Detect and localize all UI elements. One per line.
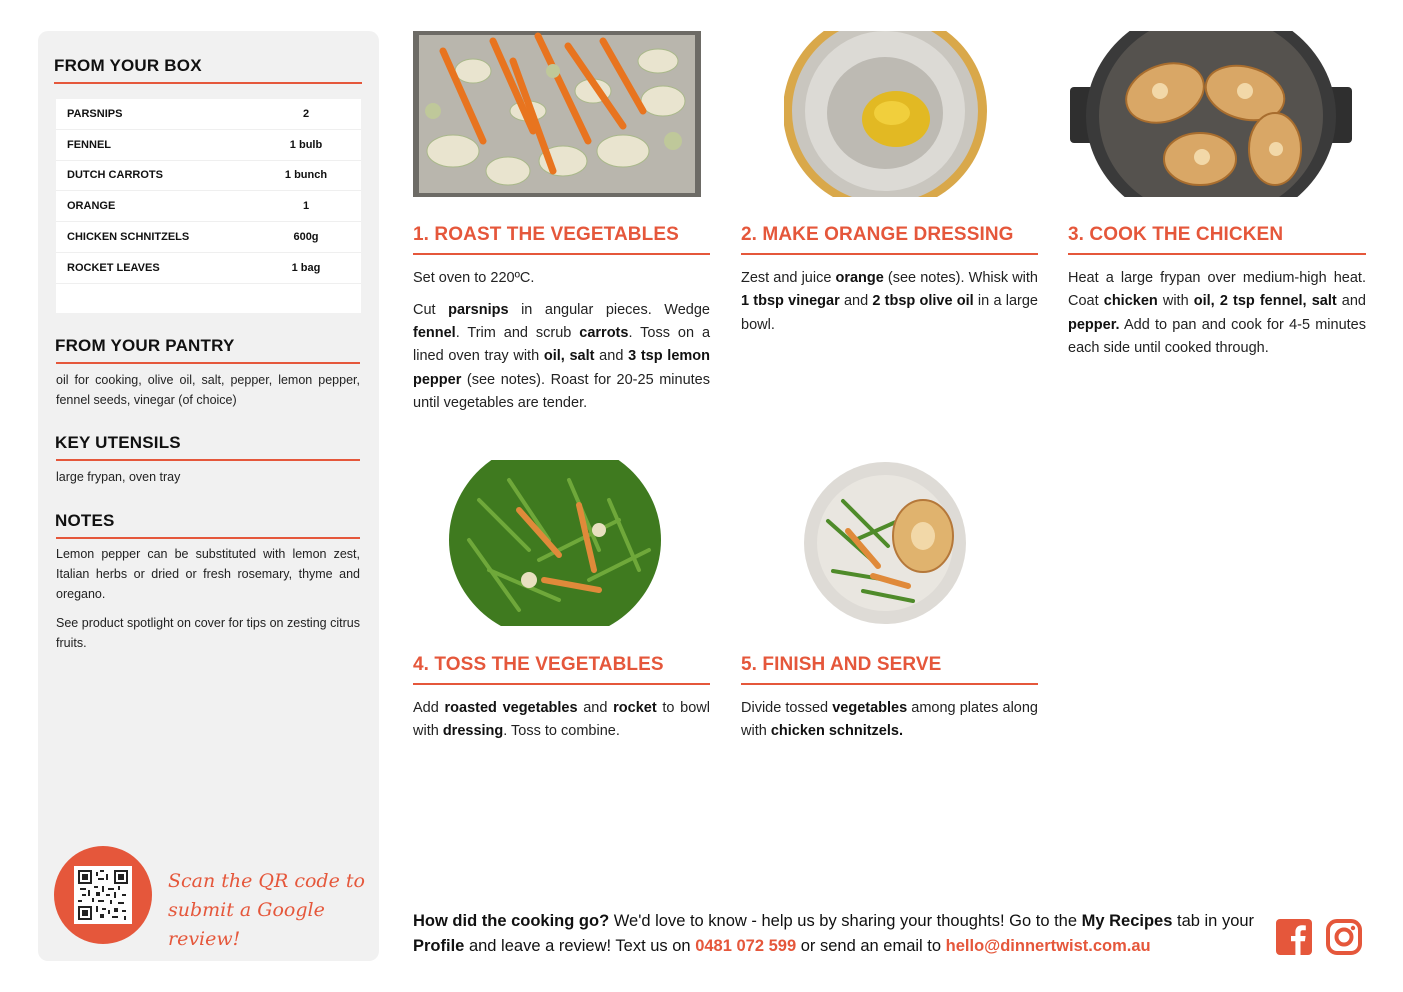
step-4-title: 4. TOSS THE VEGETABLES <box>413 654 664 675</box>
cook-chicken-photo <box>1070 31 1352 197</box>
table-row <box>56 99 361 130</box>
step-rule <box>1068 253 1366 255</box>
phone-link[interactable]: 0481 072 599 <box>695 937 797 955</box>
notes-para-1: Lemon pepper can be substituted with lemon zest, Italian herbs or dried or fresh rosemary, thyme and oregano. <box>56 547 360 601</box>
qr-caption-line-1: Scan the QR code to <box>168 870 365 892</box>
ingredient-name: CHICKEN SCHNITZELS <box>67 231 190 244</box>
step-rule <box>741 683 1038 685</box>
utensils-heading: KEY UTENSILS <box>55 433 181 452</box>
ingredient-name: DUTCH CARROTS <box>67 169 163 182</box>
ingredient-qty: 1 bunch <box>284 169 328 182</box>
notes-para-2: See product spotlight on cover for tips on zesting citrus fruits. <box>56 616 360 650</box>
step-5-para-1: Divide tossed vegetables among plates along with chicken schnitzels. <box>741 700 1038 740</box>
ingredient-qty: 1 bag <box>291 261 321 274</box>
step-4-para-1: Add roasted vegetables and rocket to bowl with dressing. Toss to combine. <box>413 700 710 740</box>
instagram-icon[interactable] <box>1326 919 1362 955</box>
pantry-text: oil for cooking, olive oil, salt, pepper, lemon pepper, fennel seeds, vinegar (of choice) <box>56 373 360 407</box>
roast-vegetables-photo <box>413 31 701 197</box>
toss-vegetables-photo <box>449 460 661 626</box>
finish-serve-photo <box>803 461 967 625</box>
qr-badge[interactable] <box>54 846 152 944</box>
step-3-para-1: Heat a large frypan over medium-high heat. Coat chicken with oil, 2 tsp fennel, salt and pepper. Add to pan and cook for 4-5 minutes each side until cooked through. <box>1068 270 1366 356</box>
step-1-body <box>413 267 710 424</box>
step-rule <box>413 683 710 685</box>
qr-caption <box>168 867 368 954</box>
qr-caption-line-2: submit a Google review! <box>168 899 325 950</box>
from-your-box-heading: FROM YOUR BOX <box>54 56 202 75</box>
ingredient-name: FENNEL <box>67 138 111 151</box>
step-2-body <box>741 267 1038 345</box>
step-3-title: 3. COOK THE CHICKEN <box>1068 224 1284 245</box>
orange-dressing-photo <box>784 31 987 197</box>
sidebar <box>38 31 379 961</box>
table-row <box>56 191 361 222</box>
step-3-body <box>1068 267 1366 369</box>
table-row <box>56 161 361 192</box>
heading-rule <box>56 537 360 539</box>
step-5-body <box>741 697 1038 752</box>
step-5-title: 5. FINISH AND SERVE <box>741 654 942 675</box>
ingredient-qty: 600g <box>293 231 319 244</box>
ingredient-name: ROCKET LEAVES <box>67 261 160 274</box>
table-row <box>56 253 361 284</box>
ingredient-name: ORANGE <box>67 200 116 213</box>
step-2-para-1: Zest and juice orange (see notes). Whisk with 1 tbsp vinegar and 2 tbsp olive oil in a large bowl. <box>741 270 1038 333</box>
step-2-title: 2. MAKE ORANGE DRESSING <box>741 224 1014 245</box>
step-4-body <box>413 697 710 752</box>
heading-rule <box>54 82 362 84</box>
table-row <box>56 222 361 253</box>
utensils-text: large frypan, oven tray <box>56 470 181 484</box>
email-link[interactable]: hello@dinnertwist.com.au <box>945 937 1151 955</box>
qr-code-icon[interactable] <box>74 866 132 924</box>
pantry-heading: FROM YOUR PANTRY <box>55 336 235 355</box>
heading-rule <box>56 459 360 461</box>
ingredient-qty: 2 <box>302 107 310 120</box>
heading-rule <box>56 362 360 364</box>
facebook-icon[interactable] <box>1276 919 1312 955</box>
step-rule <box>741 253 1038 255</box>
step-1-para-2: Cut parsnips in angular pieces. Wedge fennel. Trim and scrub carrots. Toss on a lined oven tray with oil, salt and 3 tsp lemon pepper (see notes). Roast for 20-25 minutes until vegetables are tender. <box>413 301 711 411</box>
ingredient-qty: 1 bulb <box>289 138 323 151</box>
ingredients-table <box>56 99 361 313</box>
step-rule <box>413 253 710 255</box>
ingredient-name: PARSNIPS <box>67 107 123 120</box>
step-1-title: 1. ROAST THE VEGETABLES <box>413 224 679 245</box>
notes-heading: NOTES <box>55 511 115 530</box>
table-row <box>56 130 361 161</box>
feedback-footer: How did the cooking go? We'd love to know - help us by sharing your thoughts! Go to the My Recipes tab in your Profile and leave a review! Text us on 0481 072 599 or send an email to hello@dinnertwist.com.au <box>413 912 1255 955</box>
ingredient-qty: 1 <box>302 200 310 213</box>
step-1-para-1: Set oven to 220ºC. <box>413 270 535 286</box>
footer-question: How did the cooking go? <box>413 912 610 930</box>
